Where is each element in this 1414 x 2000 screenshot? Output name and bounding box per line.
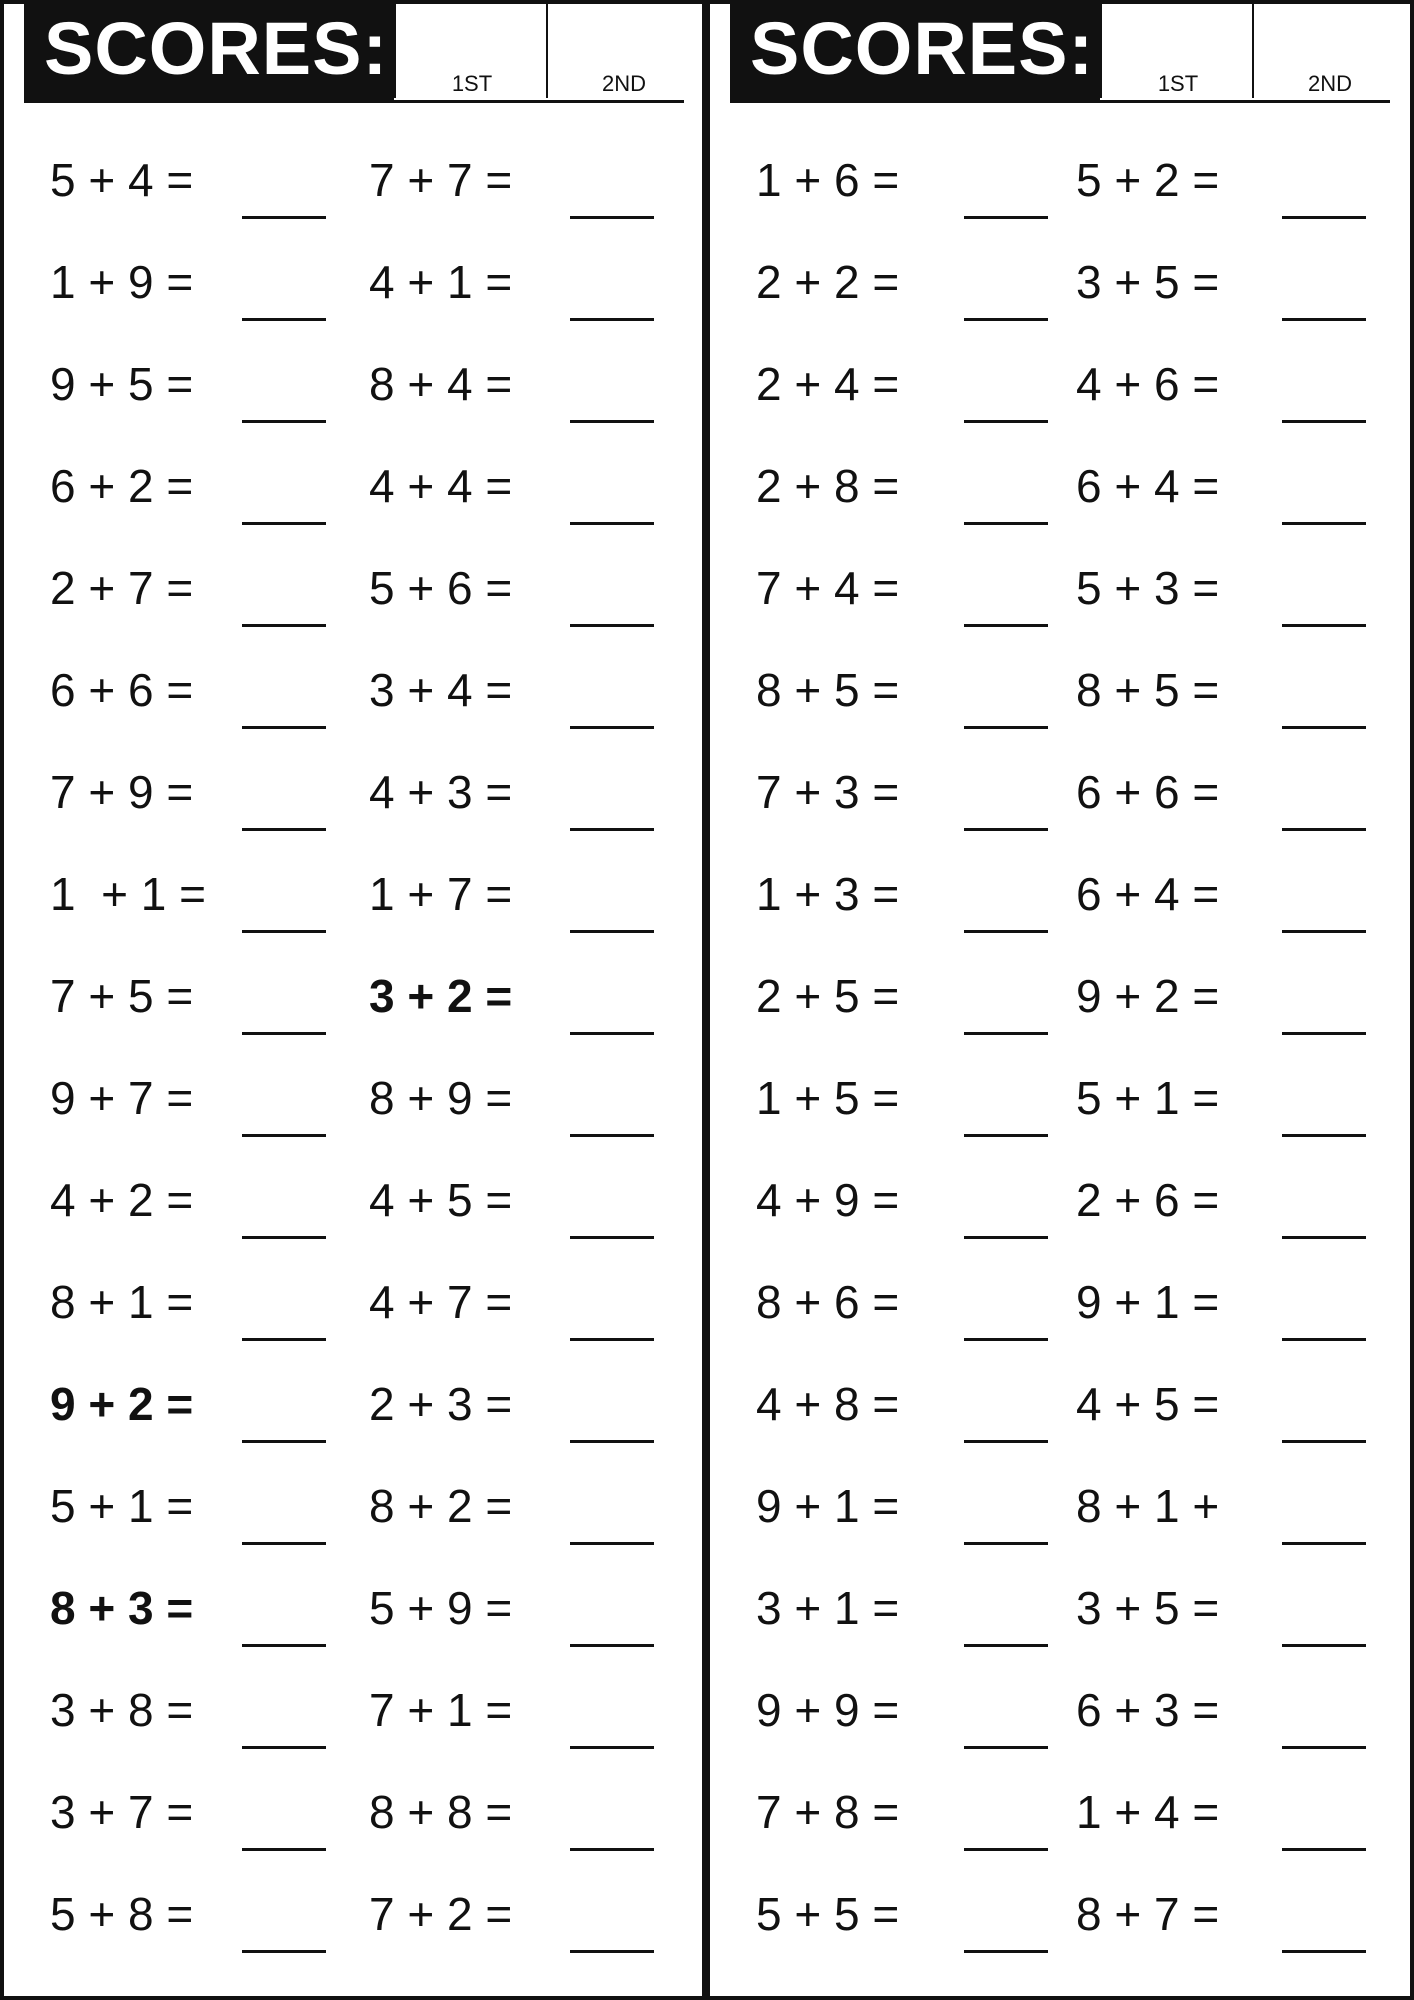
answer-blank[interactable] (242, 1440, 326, 1443)
answer-blank[interactable] (1282, 1236, 1366, 1239)
problem-row (24, 434, 684, 536)
problem-row (730, 536, 1390, 638)
problem: 8 + 4 = (369, 358, 513, 410)
problem: 3 + 4 = (369, 664, 513, 716)
right-title-box (730, 0, 1100, 102)
problem-row (24, 1862, 684, 1964)
problem: 3 + 7 = (50, 1786, 194, 1838)
problem: 4 + 8 = (756, 1378, 900, 1430)
problem: 8 + 9 = (369, 1072, 513, 1124)
problem: 2 + 3 = (369, 1378, 513, 1430)
problem: 3 + 5 = (1076, 256, 1220, 308)
answer-blank[interactable] (964, 726, 1048, 729)
answer-blank[interactable] (964, 1950, 1048, 1953)
answer-blank[interactable] (1282, 624, 1366, 627)
answer-blank[interactable] (242, 726, 326, 729)
problem: 7 + 7 = (369, 154, 513, 206)
answer-blank[interactable] (1282, 1032, 1366, 1035)
answer-blank[interactable] (242, 828, 326, 831)
answer-blank[interactable] (242, 318, 326, 321)
answer-blank[interactable] (964, 1542, 1048, 1545)
answer-blank[interactable] (242, 1236, 326, 1239)
answer-blank[interactable] (570, 1440, 654, 1443)
problem-row (24, 842, 684, 944)
problem-row (24, 536, 684, 638)
problem: 2 + 4 = (756, 358, 900, 410)
problem-row (730, 1658, 1390, 1760)
problem: 4 + 9 = (756, 1174, 900, 1226)
answer-blank[interactable] (1282, 216, 1366, 219)
problem: 1 + 4 = (1076, 1786, 1220, 1838)
answer-blank[interactable] (570, 1950, 654, 1953)
problem: 5 + 6 = (369, 562, 513, 614)
problem-row (24, 1148, 684, 1250)
problem: 4 + 1 = (369, 256, 513, 308)
left-panel (24, 0, 684, 2000)
answer-blank[interactable] (570, 216, 654, 219)
problem: 2 + 6 = (1076, 1174, 1220, 1226)
problem: 4 + 7 = (369, 1276, 513, 1328)
problem: 6 + 4 = (1076, 868, 1220, 920)
problem: 2 + 8 = (756, 460, 900, 512)
problem-row (24, 1658, 684, 1760)
problem: 5 + 5 = (756, 1888, 900, 1940)
problem-row (730, 1046, 1390, 1148)
answer-blank[interactable] (1282, 726, 1366, 729)
problem: 3 + 5 = (1076, 1582, 1220, 1634)
answer-blank[interactable] (1282, 1950, 1366, 1953)
left-title: SCORES: (44, 7, 389, 90)
answer-blank[interactable] (242, 1032, 326, 1035)
problem: 4 + 4 = (369, 460, 513, 512)
problem: 5 + 2 = (1076, 154, 1220, 206)
answer-blank[interactable] (964, 1134, 1048, 1137)
problem: 1 + 6 = (756, 154, 900, 206)
answer-blank[interactable] (1282, 1746, 1366, 1749)
problem: 7 + 4 = (756, 562, 900, 614)
answer-blank[interactable] (964, 1848, 1048, 1851)
problem: 8 + 5 = (756, 664, 900, 716)
answer-blank[interactable] (964, 624, 1048, 627)
problem-row (24, 1046, 684, 1148)
problem: 4 + 5 = (1076, 1378, 1220, 1430)
answer-blank[interactable] (1282, 1440, 1366, 1443)
answer-blank[interactable] (242, 1644, 326, 1647)
problem-row (24, 638, 684, 740)
problem: 8 + 8 = (369, 1786, 513, 1838)
left-score-1st-label: 1ST (451, 71, 493, 96)
answer-blank[interactable] (242, 1746, 326, 1749)
left-header-rule (24, 100, 684, 103)
answer-blank[interactable] (570, 1032, 654, 1035)
answer-blank[interactable] (570, 1644, 654, 1647)
answer-blank[interactable] (242, 522, 326, 525)
problem: 8 + 7 = (1076, 1888, 1220, 1940)
problem: 1 + 3 = (756, 868, 900, 920)
left-title-box (24, 0, 394, 102)
answer-blank[interactable] (964, 1236, 1048, 1239)
problem-row (24, 1760, 684, 1862)
problem-row (24, 1556, 684, 1658)
answer-blank[interactable] (1282, 318, 1366, 321)
problem: 5 + 3 = (1076, 562, 1220, 614)
problem-row (24, 1454, 684, 1556)
answer-blank[interactable] (242, 624, 326, 627)
answer-blank[interactable] (964, 1440, 1048, 1443)
problem: 5 + 1 = (1076, 1072, 1220, 1124)
answer-blank[interactable] (570, 1746, 654, 1749)
answer-blank[interactable] (1282, 522, 1366, 525)
right-score-2nd-box[interactable] (1252, 0, 1406, 98)
answer-blank[interactable] (964, 1032, 1048, 1035)
answer-blank[interactable] (242, 1338, 326, 1341)
right-score-1st-box[interactable] (1100, 0, 1254, 98)
answer-blank[interactable] (570, 828, 654, 831)
problem-row (730, 230, 1390, 332)
problem: 8 + 1 + (1076, 1480, 1220, 1532)
problem: 8 + 3 = (50, 1582, 194, 1634)
problem: 4 + 6 = (1076, 358, 1220, 410)
problem: 6 + 6 = (1076, 766, 1220, 818)
problem: 5 + 4 = (50, 154, 194, 206)
problem: 9 + 2 = (50, 1378, 194, 1430)
problem: 3 + 2 = (369, 970, 513, 1022)
answer-blank[interactable] (1282, 1134, 1366, 1137)
problem: 9 + 7 = (50, 1072, 194, 1124)
problem-row (730, 740, 1390, 842)
left-header (24, 0, 684, 104)
answer-blank[interactable] (1282, 828, 1366, 831)
problem: 8 + 1 = (50, 1276, 194, 1328)
problem: 5 + 1 = (50, 1480, 194, 1532)
answer-blank[interactable] (964, 1338, 1048, 1341)
problem: 5 + 8 = (50, 1888, 194, 1940)
problem-row (730, 1352, 1390, 1454)
problem: 9 + 5 = (50, 358, 194, 410)
problem: 7 + 8 = (756, 1786, 900, 1838)
problem: 4 + 3 = (369, 766, 513, 818)
right-score-2nd-label: 2ND (1307, 71, 1352, 96)
answer-blank[interactable] (964, 318, 1048, 321)
right-header-rule (730, 100, 1390, 103)
problem-row (730, 1250, 1390, 1352)
answer-blank[interactable] (964, 1746, 1048, 1749)
problem: 7 + 2 = (369, 1888, 513, 1940)
answer-blank[interactable] (570, 1542, 654, 1545)
problem: 4 + 5 = (369, 1174, 513, 1226)
problem: 7 + 3 = (756, 766, 900, 818)
answer-blank[interactable] (964, 930, 1048, 933)
right-panel (730, 0, 1390, 2000)
right-score-1st-label: 1ST (1157, 71, 1199, 96)
problem-row (24, 944, 684, 1046)
answer-blank[interactable] (570, 930, 654, 933)
answer-blank[interactable] (1282, 420, 1366, 423)
answer-blank[interactable] (1282, 1644, 1366, 1647)
problem-row (730, 638, 1390, 740)
problem: 4 + 2 = (50, 1174, 194, 1226)
problem-row (730, 1148, 1390, 1250)
problem: 6 + 6 = (50, 664, 194, 716)
problem-row (24, 1352, 684, 1454)
problem: 5 + 9 = (369, 1582, 513, 1634)
answer-blank[interactable] (964, 1644, 1048, 1647)
answer-blank[interactable] (964, 828, 1048, 831)
left-score-2nd-label: 2ND (601, 71, 646, 96)
problem: 1 + 5 = (756, 1072, 900, 1124)
answer-blank[interactable] (1282, 1848, 1366, 1851)
problem: 3 + 1 = (756, 1582, 900, 1634)
problem-row (730, 434, 1390, 536)
answer-blank[interactable] (242, 1542, 326, 1545)
problem-row (730, 332, 1390, 434)
problem-row (24, 128, 684, 230)
answer-blank[interactable] (242, 216, 326, 219)
problem: 8 + 6 = (756, 1276, 900, 1328)
center-divider (702, 0, 710, 2000)
problem: 1 + 9 = (50, 256, 194, 308)
problem: 9 + 2 = (1076, 970, 1220, 1022)
answer-blank[interactable] (570, 1338, 654, 1341)
answer-blank[interactable] (570, 624, 654, 627)
problem: 2 + 2 = (756, 256, 900, 308)
answer-blank[interactable] (242, 930, 326, 933)
problem: 7 + 5 = (50, 970, 194, 1022)
problem-row (730, 1556, 1390, 1658)
answer-blank[interactable] (242, 1134, 326, 1137)
answer-blank[interactable] (964, 216, 1048, 219)
problem-row (730, 1454, 1390, 1556)
answer-blank[interactable] (964, 420, 1048, 423)
problem: 3 + 8 = (50, 1684, 194, 1736)
answer-blank[interactable] (964, 522, 1048, 525)
left-score-1st-box[interactable] (394, 0, 548, 98)
right-title: SCORES: (750, 7, 1095, 90)
problem: 1 + 1 = (50, 868, 207, 920)
answer-blank[interactable] (570, 522, 654, 525)
problem-row (24, 1250, 684, 1352)
problem: 1 + 7 = (369, 868, 513, 920)
problem-row (730, 944, 1390, 1046)
problem-row (730, 842, 1390, 944)
problem-row (24, 230, 684, 332)
right-header (730, 0, 1390, 104)
problem-row (730, 1862, 1390, 1964)
problem: 7 + 1 = (369, 1684, 513, 1736)
problem: 7 + 9 = (50, 766, 194, 818)
answer-blank[interactable] (570, 726, 654, 729)
answer-blank[interactable] (570, 1236, 654, 1239)
left-score-2nd-box[interactable] (546, 0, 700, 98)
answer-blank[interactable] (570, 1134, 654, 1137)
problem: 8 + 5 = (1076, 664, 1220, 716)
problem: 6 + 3 = (1076, 1684, 1220, 1736)
answer-blank[interactable] (1282, 930, 1366, 933)
problem: 9 + 1 = (1076, 1276, 1220, 1328)
problem-row (730, 128, 1390, 230)
problem-row (24, 332, 684, 434)
answer-blank[interactable] (242, 420, 326, 423)
problem: 6 + 4 = (1076, 460, 1220, 512)
problem: 2 + 5 = (756, 970, 900, 1022)
problem-row (730, 1760, 1390, 1862)
problem: 6 + 2 = (50, 460, 194, 512)
answer-blank[interactable] (242, 1848, 326, 1851)
answer-blank[interactable] (242, 1950, 326, 1953)
answer-blank[interactable] (1282, 1338, 1366, 1341)
problem: 9 + 1 = (756, 1480, 900, 1532)
answer-blank[interactable] (570, 420, 654, 423)
answer-blank[interactable] (570, 318, 654, 321)
problem: 9 + 9 = (756, 1684, 900, 1736)
answer-blank[interactable] (1282, 1542, 1366, 1545)
problem: 2 + 7 = (50, 562, 194, 614)
problem: 8 + 2 = (369, 1480, 513, 1532)
answer-blank[interactable] (570, 1848, 654, 1851)
problem-row (24, 740, 684, 842)
